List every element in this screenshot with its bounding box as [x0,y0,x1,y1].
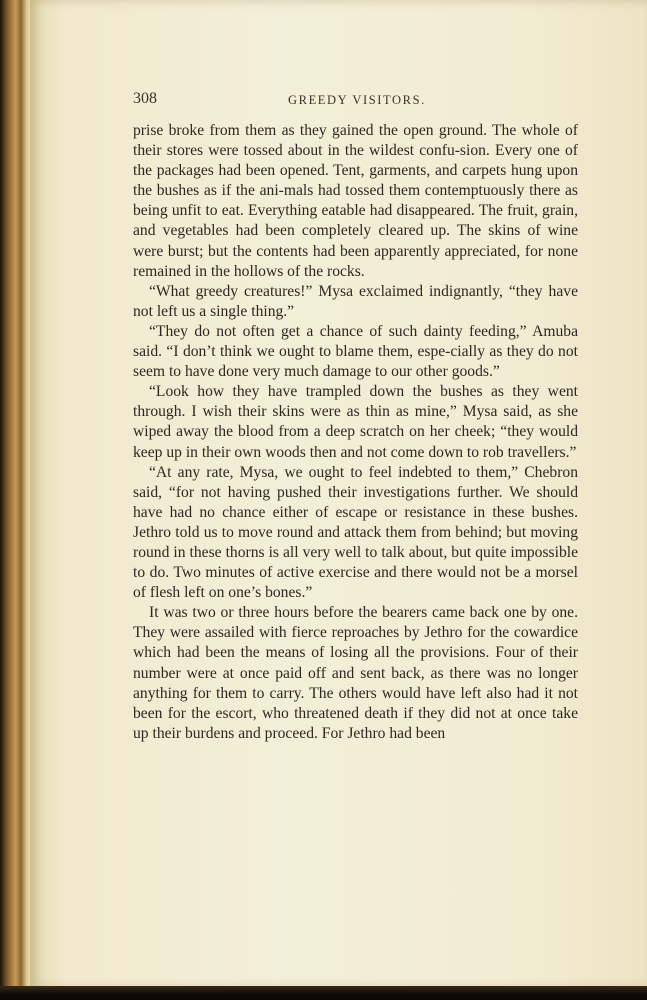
paragraph-look-how: “Look how they have trampled down the bushes as they went through. I wish their skins were as thin as mine,” Mysa said, as she wiped away the blood from a deep scratch on her cheek; “they would keep up in their own woods then and not come down to rob travellers.” [133,383,578,461]
paragraph-bearers-return: It was two or three hours before the bearers came back one by one. They were assailed with fierce reproaches by Jethro for the cowardice which had been the means of losing all the provisions. Four of their number were at once paid off and sent back, as there was no longer anything for them to carry. The others would have left also had it not been for the escort, who threatened death if they did not at once take up their burdens and proceed. For Jethro had been [133,604,578,742]
scan-bottom-border [0,986,647,1000]
body-text [133,121,578,744]
paragraph-continuation: prise broke from them as they gained the open ground. The whole of their stores were tossed about in the wildest confu-sion. Every one of the packages had been opened. Tent, garments, and carpets hung upon the bushes as if the ani-mals had tossed them contemptuously there as being unfit to eat. Everything eatable had disappeared. The fruit, grain, and vegetables had been completely cleared up. The skins of wine were burst; but the contents had been apparently appreciated, for none remained in the hollows of the rocks. [133,122,578,280]
paragraph-amuba-said: “They do not often get a chance of such dainty feeding,” Amuba said. “I don’t think we ought to blame them, espe-cially as they do not seem to have done very much damage to our other goods.” [133,322,578,381]
book-spine-edge [0,0,30,992]
paragraph-chebron-said: “At any rate, Mysa, we ought to feel indebted to them,” Chebron said, “for not having pushed their investigations further. We should have had no chance either of escape or resistance in these bushes. Jethro told us to move round and attack them from behind; but moving round in these thorns is all very well to talk about, but quite impossible to do. Two minutes of active exercise and there would not be a morsel of flesh left on one’s bones.” [133,463,578,602]
page-number: 308 [133,90,157,107]
paragraph-mysa-exclaims: “What greedy creatures!” Mysa exclaimed indignantly, “they have not left us a single thing.” [133,282,578,320]
running-head: GREEDY VISITORS. [288,93,426,107]
page-header [133,88,578,110]
